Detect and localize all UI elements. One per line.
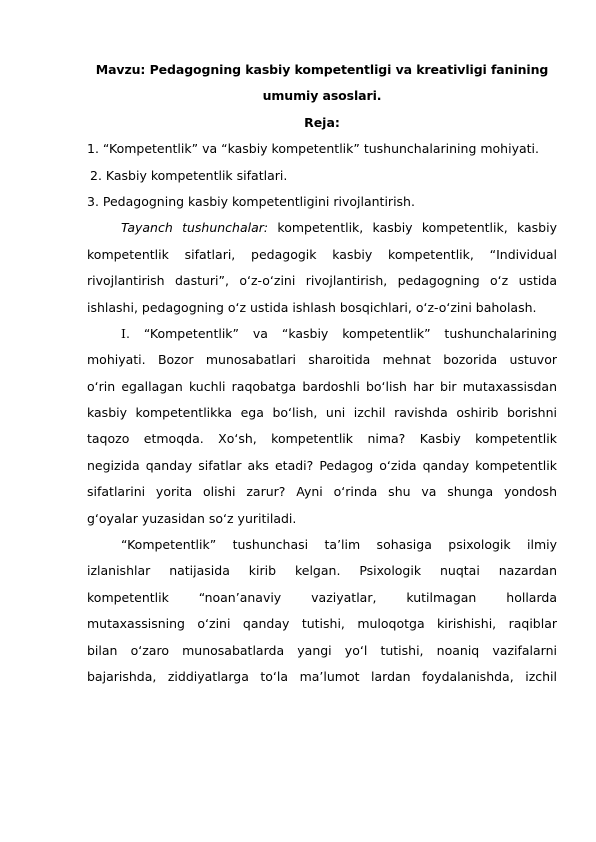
section-1-numeral: I.: [121, 325, 130, 341]
key-concepts-line-1: [87, 215, 557, 241]
plan-heading: Reja:: [304, 114, 340, 130]
section-2-line-4: mutaxassisning o‘zini qanday tutishi, muloqotga kirishishi, raqiblar: [87, 616, 557, 632]
key-concepts-label: Tayanch tushunchalar:: [121, 220, 269, 236]
plan-item-2: 2. Kasbiy kompetentlik sifatlari.: [90, 167, 288, 183]
plan-item-1: 1. “Kompetentlik” va “kasbiy kompetentlik” tushunchalarining mohiyati.: [87, 141, 539, 157]
section-2-line-2: izlanishlar natijasida kirib kelgan. Psixologik nuqtai nazardan: [87, 563, 557, 579]
key-concepts-text: kompetentlik, kasbiy kompetentlik, kasbiy: [268, 220, 557, 236]
section-1-line-3: o‘rin egallagan kuchli raqobatga bardoshli bo‘lish har bir mutaxassisdan: [87, 378, 557, 394]
key-concepts-line-4: ishlashi, pedagogning o‘z ustida ishlash bosqichlari, o‘z-o‘zini baholash.: [87, 299, 537, 315]
section-1-line-4: kasbiy kompetentlikka ega bo‘lish, uni izchil ravishda oshirib borishni: [87, 405, 557, 421]
section-1-line-1: [87, 321, 557, 347]
key-concepts-line-2: kompetentlik sifatlari, pedagogik kasbiy kompetentlik, “Individual: [87, 246, 557, 262]
section-1-line-5: taqozo etmoqda. Xo‘sh, kompetentlik nima? Kasbiy kompetentlik: [87, 431, 557, 447]
section-1-line-7: sifatlarini yorita olishi zarur? Ayni o‘rinda shu va shunga yondosh: [87, 484, 557, 500]
section-1-line-6: negizida qanday sifatlar aks etadi? Pedagog o‘zida qanday kompetentlik: [87, 457, 557, 473]
document-title-line-2: umumiy asoslari.: [262, 88, 382, 104]
section-2-line-1: “Kompetentlik” tushunchasi ta’lim sohasiga psixologik ilmiy: [121, 537, 557, 553]
section-2-line-3: kompetentlik “noan’anaviy vaziyatlar, kutilmagan hollarda: [87, 589, 557, 605]
key-concepts-line-3: rivojlantirish dasturi”, o‘z-o‘zini rivojlantirish, pedagogning o‘z ustida: [87, 273, 557, 289]
section-2-line-6: bajarishda, ziddiyatlarga to‘la ma’lumot lardan foydalanishda, izchil: [87, 668, 557, 684]
plan-item-3: 3. Pedagogning kasbiy kompetentligini rivojlantirish.: [87, 193, 415, 209]
section-2-line-5: bilan o‘zaro munosabatlarda yangi yo‘l tutishi, noaniq vazifalarni: [87, 642, 557, 658]
section-1-heading-text: “Kompetentlik” va “kasbiy kompetentlik” tushunchalarining: [129, 325, 557, 341]
document-page: [87, 57, 557, 690]
section-1-line-2: mohiyati. Bozor munosabatlari sharoitida mehnat bozorida ustuvor: [87, 352, 557, 368]
document-title-line-1: Mavzu: Pedagogning kasbiy kompetentligi va kreativligi fanining: [95, 62, 549, 77]
section-1-line-8: g‘oyalar yuzasidan so‘z yuritiladi.: [87, 510, 297, 526]
